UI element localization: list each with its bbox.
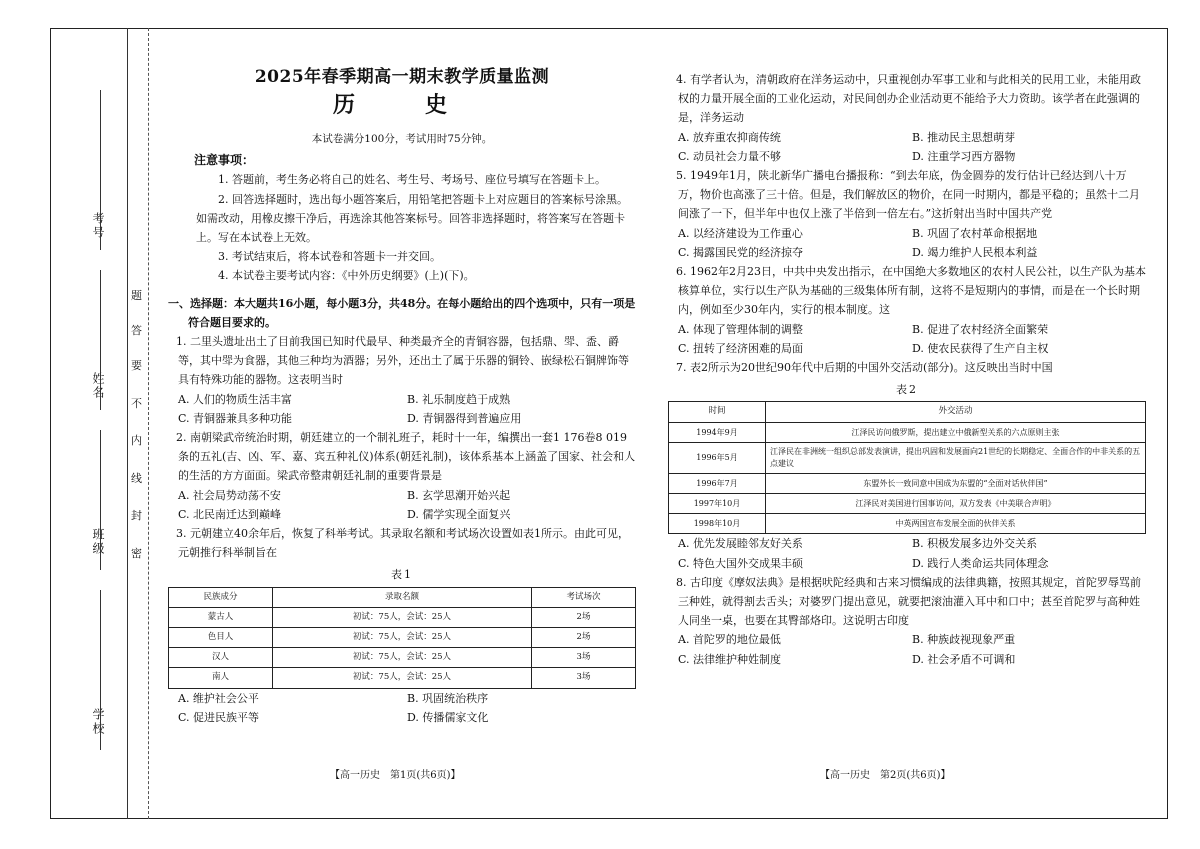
question-4-options bbox=[668, 128, 1146, 166]
question-4-stem: 4. 有学者认为，清朝政府在洋务运动中，只重视创办军事工业和与此相关的民用工业，未能用政权的力量开展全面的工业化运动，对民间创办企业活动更不能给予大力资助。该学者在此强调的是，洋务运动 bbox=[676, 73, 1141, 125]
page-2-column bbox=[668, 70, 1146, 669]
table-header: 外交活动 bbox=[766, 402, 1146, 422]
option-a[interactable]: A. 体现了管理体制的调整 bbox=[678, 322, 803, 336]
table-cell: 初试：75人，会试：25人 bbox=[272, 628, 531, 648]
option-c[interactable]: C. 扭转了经济困难的局面 bbox=[678, 341, 804, 355]
section-heading: 一、选择题：本大题共16小题，每小题3分，共48分。在每小题给出的四个选项中，只有一项是 bbox=[168, 296, 636, 310]
option-a[interactable]: A. 维护社会公平 bbox=[178, 691, 259, 705]
page-1-footer: 【高一历史 第1页(共6页)】 bbox=[330, 770, 461, 781]
seal-char: 题 bbox=[131, 289, 142, 302]
table-cell: 1994年9月 bbox=[669, 422, 766, 442]
option-c[interactable]: C. 特色大国外交成果丰硕 bbox=[678, 556, 804, 570]
seal-line bbox=[148, 28, 149, 819]
option-d[interactable]: D. 儒学实现全面复兴 bbox=[407, 507, 511, 521]
table-row bbox=[669, 494, 1146, 514]
option-a[interactable]: A. 以经济建设为工作重心 bbox=[678, 226, 803, 240]
field-line-name[interactable] bbox=[100, 270, 101, 410]
table-cell: 1996年5月 bbox=[669, 442, 766, 473]
option-d[interactable]: D. 注重学习西方器物 bbox=[912, 149, 1016, 163]
table-cell: 2场 bbox=[532, 628, 636, 648]
option-d[interactable]: D. 使农民获得了生产自主权 bbox=[912, 341, 1049, 355]
option-c[interactable]: C. 青铜器兼具多种功能 bbox=[178, 411, 293, 425]
table-header: 民族成分 bbox=[169, 587, 273, 607]
field-line-exam-number[interactable] bbox=[100, 90, 101, 250]
option-d[interactable]: D. 社会矛盾不可调和 bbox=[912, 652, 1016, 666]
table-cell: 初试：75人，会试：25人 bbox=[272, 648, 531, 668]
option-d[interactable]: D. 传播儒家文化 bbox=[407, 710, 489, 724]
option-b[interactable]: B. 巩固了农村革命根据地 bbox=[912, 226, 1038, 240]
question-5-options bbox=[668, 224, 1146, 262]
question-8-options bbox=[668, 630, 1146, 668]
table-row bbox=[669, 473, 1146, 493]
option-a[interactable]: A. 优先发展睦邻友好关系 bbox=[678, 537, 803, 551]
table-cell: 中英两国宣布发展全面的伙伴关系 bbox=[766, 514, 1146, 534]
table-cell: 江泽民对美国进行国事访问，双方发表《中美联合声明》 bbox=[766, 494, 1146, 514]
table-cell: 汉人 bbox=[169, 648, 273, 668]
table-cell: 南人 bbox=[169, 668, 273, 688]
question-3-stem: 3. 元朝建立40余年后，恢复了科举考试。其录取名额和考试场次设置如表1所示。由此可见，元朝推行科举制旨在 bbox=[176, 527, 629, 560]
table-cell: 江泽民在非洲统一组织总部发表演讲，提出巩固和发展面向21世纪的长期稳定、全面合作的中非关系的五点建议 bbox=[766, 442, 1146, 473]
table-row bbox=[669, 442, 1146, 473]
question-6-stem: 6. 1962年2月23日，中共中央发出指示，在中国绝大多数地区的农村人民公社，以生产队为基本核算单位，实行以生产队为基础的三级集体所有制，这将不是短期内的事情，而是在一个长时期内，例如至少30年内，实行的根本制度。这 bbox=[676, 265, 1146, 317]
seal-char: 封 bbox=[131, 509, 142, 522]
option-b[interactable]: B. 积极发展多边外交关系 bbox=[912, 537, 1038, 551]
page-2-footer: 【高一历史 第2页(共6页)】 bbox=[820, 770, 951, 781]
table-row bbox=[669, 514, 1146, 534]
table-cell: 1998年10月 bbox=[669, 514, 766, 534]
exam-info: 本试卷满分100分，考试用时75分钟。 bbox=[311, 133, 493, 145]
table-header: 时间 bbox=[669, 402, 766, 422]
field-label-exam-number: 考号 bbox=[91, 212, 105, 240]
section-heading-cont: 符合题目要求的。 bbox=[188, 315, 276, 329]
table-cell: 初试：75人，会试：25人 bbox=[272, 668, 531, 688]
question-1-options bbox=[168, 390, 636, 428]
option-b[interactable]: B. 推动民主思想萌芽 bbox=[912, 130, 1016, 144]
seal-char: 要 bbox=[131, 359, 142, 372]
question-5-stem: 5. 1949年1月，陕北新华广播电台播报称：“到去年底，伪金圆券的发行估计已经达到八十万万，物价也高涨了三十倍。但是，我们解放区的物价，在同一时期内，都是平稳的；虽然十二月间涨了一下，但半年中也仅上涨了半倍到一倍左右。”这折射出当时中国共产党 bbox=[676, 169, 1140, 221]
table-cell: 3场 bbox=[532, 668, 636, 688]
table-1 bbox=[168, 587, 636, 689]
question-3-options bbox=[168, 689, 636, 727]
field-label-name: 姓名 bbox=[91, 372, 105, 400]
option-d[interactable]: D. 竭力维护人民根本利益 bbox=[912, 245, 1038, 259]
question-2-options bbox=[168, 486, 636, 524]
table-cell: 初试：75人，会试：25人 bbox=[272, 607, 531, 627]
question-2-stem: 2. 南朝梁武帝统治时期，朝廷建立的一个制礼班子，耗时十一年，编撰出一套1 176卷8 019条的五礼(吉、凶、军、嘉、宾五种礼仪)体系(朝廷礼制)，该体系基本上涵盖了国家、社会和人的生活的方方面面。梁武帝整肃朝廷礼制的重要背景是 bbox=[176, 431, 636, 483]
seal-char: 内 bbox=[131, 434, 142, 447]
table-row bbox=[669, 422, 1146, 442]
option-c[interactable]: C. 促进民族平等 bbox=[178, 710, 260, 724]
option-c[interactable]: C. 北民南迁达到巅峰 bbox=[178, 507, 282, 521]
field-label-school: 学校 bbox=[91, 708, 105, 736]
question-7-options bbox=[668, 534, 1146, 572]
table-cell: 1997年10月 bbox=[669, 494, 766, 514]
option-a[interactable]: A. 人们的物质生活丰富 bbox=[178, 392, 292, 406]
option-c[interactable]: C. 法律维护种姓制度 bbox=[678, 652, 782, 666]
field-label-class: 班级 bbox=[91, 528, 105, 556]
question-7-stem: 7. 表2所示为20世纪90年代中后期的中国外交活动(部分)。这反映出当时中国 bbox=[676, 361, 1053, 375]
seal-char: 线 bbox=[131, 472, 142, 485]
question-6-options bbox=[668, 320, 1146, 358]
option-a[interactable]: A. 放弃重农抑商传统 bbox=[678, 130, 781, 144]
table-row bbox=[169, 607, 636, 627]
table-1-caption: 表1 bbox=[391, 568, 413, 582]
table-cell: 色目人 bbox=[169, 628, 273, 648]
table-cell: 蒙古人 bbox=[169, 607, 273, 627]
option-a[interactable]: A. 社会局势动荡不安 bbox=[178, 488, 281, 502]
seal-char: 密 bbox=[131, 547, 142, 560]
note-item: 3. 考试结束后，将本试卷和答题卡一并交回。 bbox=[218, 250, 441, 264]
field-line-school[interactable] bbox=[100, 590, 101, 750]
table-cell: 江泽民访问俄罗斯，提出建立中俄新型关系的六点原则主张 bbox=[766, 422, 1146, 442]
table-cell: 3场 bbox=[532, 648, 636, 668]
option-b[interactable]: B. 玄学思潮开始兴起 bbox=[407, 488, 511, 502]
option-d[interactable]: D. 践行人类命运共同体理念 bbox=[912, 556, 1049, 570]
field-line-class[interactable] bbox=[100, 430, 101, 570]
option-b[interactable]: B. 巩固统治秩序 bbox=[407, 691, 489, 705]
question-1-stem: 1. 二里头遗址出土了目前我国已知时代最早、种类最齐全的青铜容器，包括鼎、斝、盉、爵等，其中斝为食器，其他三种均为酒器；另外，还出土了属于乐器的铜铃、嵌绿松石铜牌饰等具有特殊功能的器物。这表明当时 bbox=[176, 335, 629, 387]
option-b[interactable]: B. 礼乐制度趋于成熟 bbox=[407, 392, 511, 406]
option-a[interactable]: A. 首陀罗的地位最低 bbox=[678, 633, 781, 647]
table-header: 考试场次 bbox=[532, 587, 636, 607]
table-row bbox=[169, 668, 636, 688]
option-b[interactable]: B. 促进了农村经济全面繁荣 bbox=[912, 322, 1049, 336]
question-8-stem: 8. 古印度《摩奴法典》是根据吠陀经典和古来习惯编成的法律典籍，按照其规定，首陀罗辱骂前三种姓，就得割去舌头；对婆罗门提出意见，就要把滚油灌入耳中和口中；甚至首陀罗与高种姓人同坐一桌，也要在其臀部烙印。这说明古印度 bbox=[676, 575, 1141, 628]
table-2-caption: 表2 bbox=[896, 383, 918, 397]
option-c[interactable]: C. 揭露国民党的经济掠夺 bbox=[678, 245, 804, 259]
table-cell: 1996年7月 bbox=[669, 473, 766, 493]
table-row bbox=[169, 648, 636, 668]
table-cell: 2场 bbox=[532, 607, 636, 627]
seal-char: 答 bbox=[131, 324, 142, 337]
table-2 bbox=[668, 401, 1146, 534]
exam-subject: 历 史 bbox=[332, 92, 471, 118]
option-c[interactable]: C. 动员社会力量不够 bbox=[678, 149, 782, 163]
note-item: 4. 本试卷主要考试内容：《中外历史纲要》(上)(下)。 bbox=[218, 269, 475, 283]
seal-char: 不 bbox=[131, 397, 142, 410]
notes-title: 注意事项： bbox=[194, 153, 255, 168]
table-cell: 东盟外长一致同意中国成为东盟的“全面对话伙伴国” bbox=[766, 473, 1146, 493]
table-row bbox=[169, 628, 636, 648]
exam-title: 2025年春季期高一期末教学质量监测 bbox=[254, 67, 550, 87]
table-header: 录取名额 bbox=[272, 587, 531, 607]
option-d[interactable]: D. 青铜器得到普遍应用 bbox=[407, 411, 522, 425]
option-b[interactable]: B. 种族歧视现象严重 bbox=[912, 633, 1016, 647]
page-1-column bbox=[168, 58, 636, 727]
note-item: 2. 回答选择题时，选出每小题答案后，用铅笔把答题卡上对应题目的答案标号涂黑。如需改动，用橡皮擦干净后，再选涂其他答案标号。回答非选择题时，将答案写在答题卡上。写在本试卷上无效。 bbox=[196, 192, 628, 245]
binding-line bbox=[127, 28, 128, 819]
note-item: 1. 答题前，考生务必将自己的姓名、考生号、考场号、座位号填写在答题卡上。 bbox=[218, 173, 606, 187]
